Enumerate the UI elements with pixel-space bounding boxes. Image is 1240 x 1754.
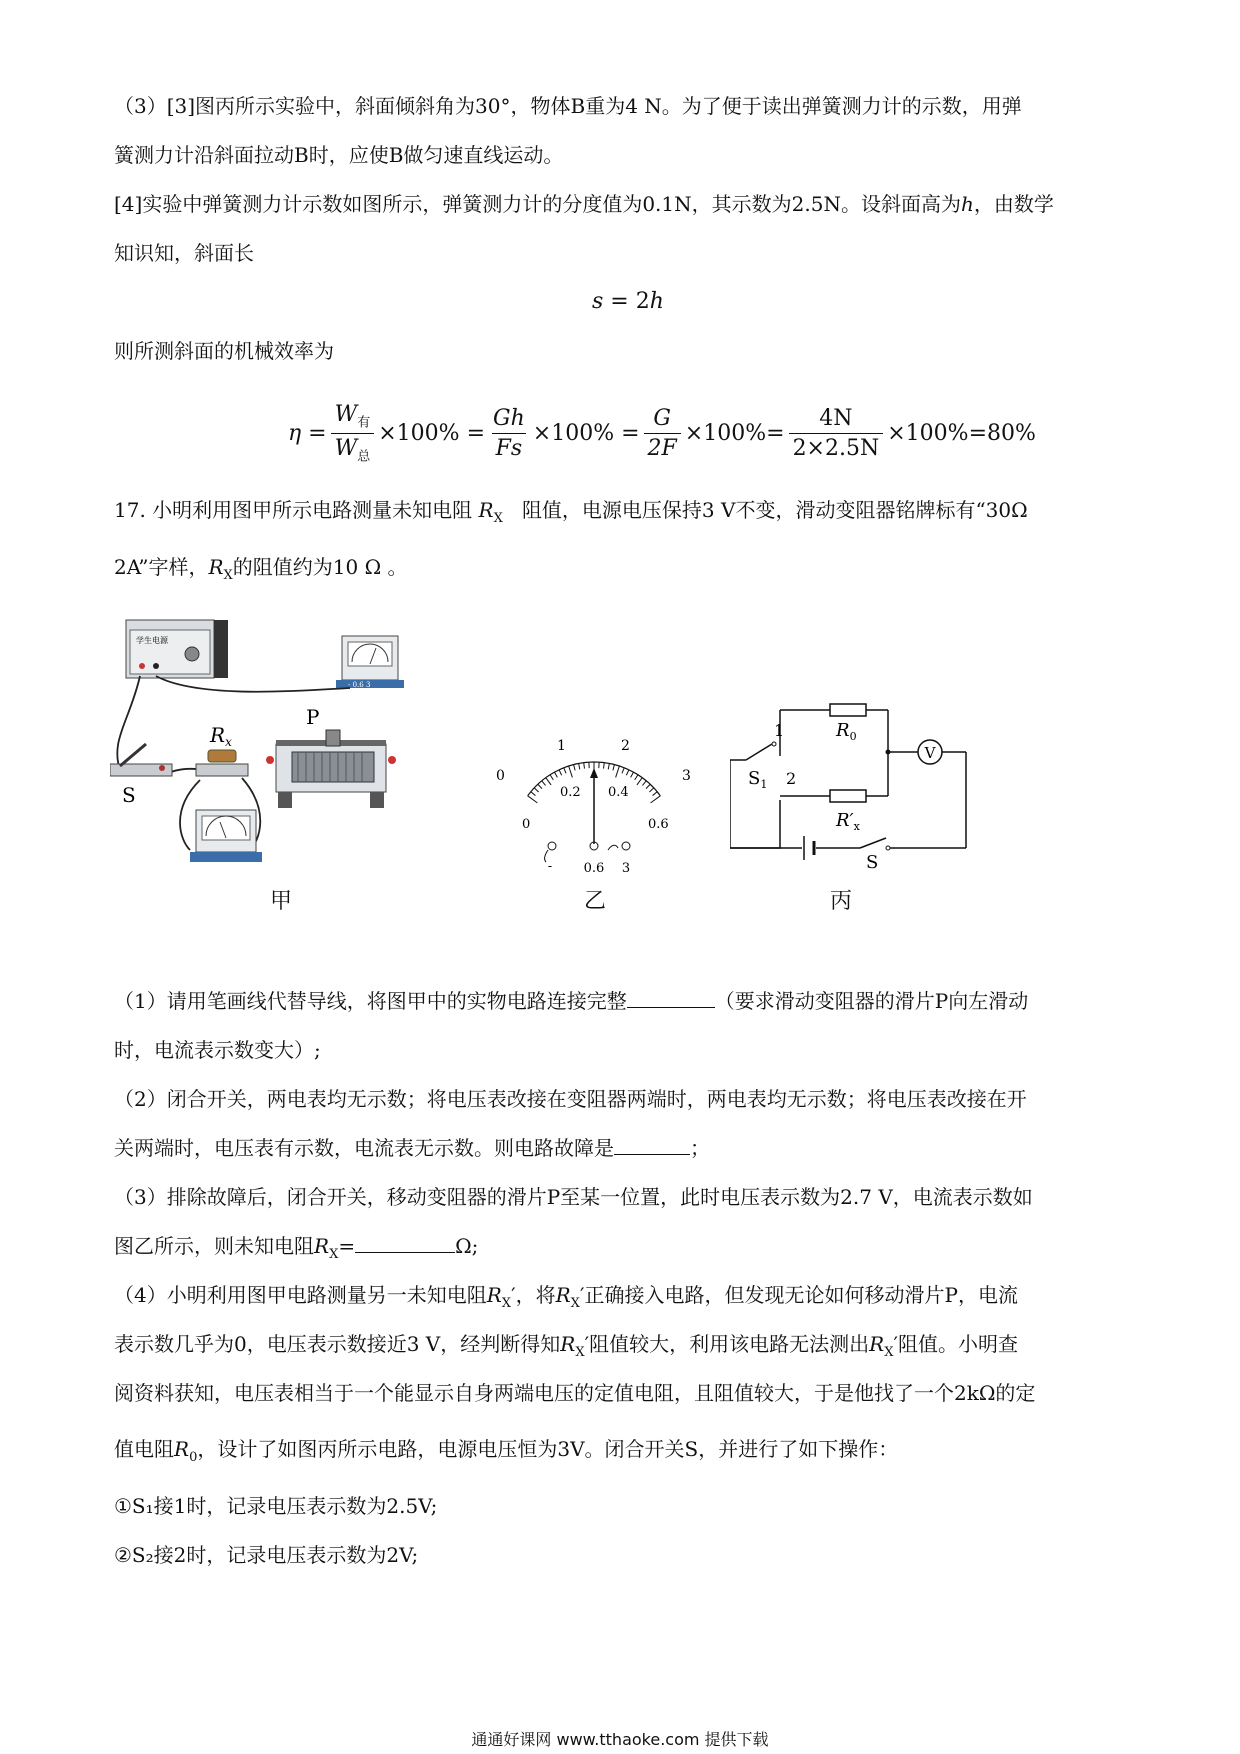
dial-tick — [635, 775, 638, 780]
dial-tick — [651, 796, 661, 803]
dial-tick — [653, 792, 658, 796]
slider-p-label: P — [306, 705, 320, 729]
resistor-rx — [196, 750, 248, 776]
sol3-line-3: [4]实验中弹簧测力计示数如图所示，弹簧测力计的分度值为0.1N，其示数为2.5N。设斜面高为h，由数学 — [114, 192, 1054, 216]
dial-tick — [616, 766, 620, 777]
resistor-rx-prime — [830, 790, 866, 802]
voltmeter-v-label: V — [924, 744, 936, 762]
switch-s-symbol — [860, 838, 886, 848]
efficiency-formula: η = $\frac{W_有}{W_总}$ ×100% = $\frac{Gh}{Fs}$ ×100% = $\frac{G}{2F}$ ×100%= $\frac{4N}{2\times 2.5N}$ ×100%=80% — [288, 402, 1036, 464]
top-scale-1: 1 — [557, 738, 566, 754]
top-scale-2: 2 — [621, 738, 630, 754]
bottom-scale-1: 0.2 — [560, 785, 581, 800]
dial-tick — [631, 772, 634, 777]
bottom-scale-2: 0.4 — [608, 785, 629, 800]
voltmeter — [336, 636, 404, 689]
dial-tick — [554, 772, 557, 777]
dial-tick — [564, 768, 566, 774]
bottom-scale-3: 0.6 — [648, 817, 669, 832]
equation-s: s = 2h — [592, 289, 664, 314]
footer: 通通好课网 www.tthaoke.com 提供下载 — [471, 1730, 769, 1749]
s1-label: $S_1$ — [748, 768, 768, 791]
terminal-label-06: 0.6 — [583, 861, 605, 876]
figure-bing-label: 丙 — [830, 889, 853, 914]
part2-line-2: 关两端时，电压表有示数，电流表无示数。则电路故障是 ； — [114, 1136, 710, 1160]
part4-line-3: 阅资料获知，电压表相当于一个能显示自身两端电压的定值电阻，且阻值较大，于是他找了一个2kΩ的定 — [114, 1381, 1036, 1405]
part2-line-1: （2）闭合开关，两电表均无示数；将电压表改接在变阻器两端时，两电表均无示数；将电压表改接在开 — [114, 1087, 1027, 1111]
part1-blank[interactable] — [627, 989, 715, 1008]
dial-tick — [574, 765, 575, 771]
sol3-line-2: 簧测力计沿斜面拉动B时，应使B做匀速直线运动。 — [114, 143, 564, 167]
q17-line-1: 17. 小明利用图甲所示电路测量未知电阻 $R_X$ 阻值，电源电压保持3 V不变，滑动变阻器铭牌标有“30Ω — [114, 498, 1028, 526]
switch-s-label: S — [122, 783, 136, 807]
figure-yi — [488, 726, 708, 876]
dial-tick — [646, 784, 650, 788]
resistor-r0 — [830, 704, 866, 716]
contact-1-label: 1 — [774, 721, 785, 740]
dial-tick — [534, 788, 538, 792]
power-supply — [126, 620, 228, 678]
sol3-line-4: 知识知，斜面长 — [114, 241, 254, 265]
dial-tick — [538, 784, 542, 788]
dial-tick — [637, 778, 642, 785]
part3-blank[interactable] — [355, 1234, 455, 1253]
part2-blank[interactable] — [614, 1136, 690, 1155]
part4-line-1: （4）小明利用图甲电路测量另一未知电阻$R_X'$，将$R_X'$正确接入电路，但发现无论如何移动滑片P，电流 — [114, 1283, 1018, 1311]
dial-tick — [550, 775, 553, 780]
dial-tick — [579, 763, 580, 769]
top-scale-3: 3 — [682, 768, 691, 784]
dial-tick — [608, 763, 609, 769]
dial-tick — [649, 788, 653, 792]
dial-tick — [559, 770, 562, 775]
dial-tick — [528, 796, 538, 803]
terminal-3 — [622, 842, 630, 850]
dial-tick — [604, 763, 605, 769]
top-scale-0: 0 — [496, 768, 505, 784]
step-1: ①S₁接1时，记录电压表示数为2.5V; — [114, 1494, 438, 1518]
contact-2-label: 2 — [786, 769, 797, 788]
ammeter — [190, 810, 262, 862]
dial-tick — [542, 781, 546, 786]
part3-line-1: （3）排除故障后，闭合开关，移动变阻器的滑片P至某一位置，此时电压表示数为2.7 V，电流表示数如 — [114, 1185, 1033, 1209]
s-label: S — [866, 852, 879, 870]
step-2: ②S₂接2时，记录电压表示数为2V; — [114, 1543, 419, 1567]
part1-line-1: （1）请用笔画线代替导线，将图甲中的实物电路连接完整 （要求滑动变阻器的滑片P向左滑动 — [114, 989, 1029, 1013]
terminal-label-minus: - — [547, 859, 553, 874]
dial-tick — [569, 766, 573, 777]
sol3-line-1: （3）[3]图丙所示实验中，斜面倾斜角为30°，物体B重为4 N。为了便于读出弹簧测力计的示数，用弹 — [114, 94, 1022, 118]
rx-prime-label: $R'_x$ — [836, 810, 860, 833]
dial-tick — [642, 781, 646, 786]
dial-tick — [531, 792, 536, 796]
figure-jia — [110, 610, 450, 870]
figure-bing — [730, 700, 980, 870]
figure-yi-label: 乙 — [584, 889, 607, 914]
part1-line-2: 时，电流表示数变大）; — [114, 1038, 321, 1062]
resistor-rx-label: $R_x$ — [210, 723, 232, 749]
part4-line-4: 值电阻$R_0$，设计了如图丙所示电路，电源电压恒为3V。闭合开关S，并进行了如下操作： — [114, 1437, 899, 1465]
dial-tick — [626, 770, 629, 775]
figure-jia-label: 甲 — [270, 889, 293, 914]
dial-tick — [584, 763, 585, 769]
sol3-line-5: 则所测斜面的机械效率为 — [114, 339, 334, 363]
part3-line-2: 图乙所示，则未知电阻$R_X= \Omega$; — [114, 1234, 479, 1262]
power-supply-label: 学生电源 — [136, 636, 168, 645]
dial-tick — [622, 768, 624, 774]
dial-tick — [546, 778, 551, 785]
switch-s — [110, 744, 172, 776]
dial-tick — [613, 765, 614, 771]
voltmeter-ticks: - 0.6 3 — [348, 681, 371, 689]
bottom-scale-0: 0 — [522, 817, 531, 832]
q17-line-2: 2A”字样，$R_X$的阻值约为10 Ω 。 — [114, 555, 408, 583]
terminal-minus — [548, 842, 556, 850]
r0-label: $R_0$ — [836, 720, 857, 743]
rheostat — [266, 730, 396, 808]
part4-line-2: 表示数几乎为0，电压表示数接近3 V，经判断得知$R_X'$阻值较大，利用该电路无法测出$R_X'$阻值。小明查 — [114, 1332, 1018, 1360]
terminal-label-3: 3 — [621, 861, 631, 876]
